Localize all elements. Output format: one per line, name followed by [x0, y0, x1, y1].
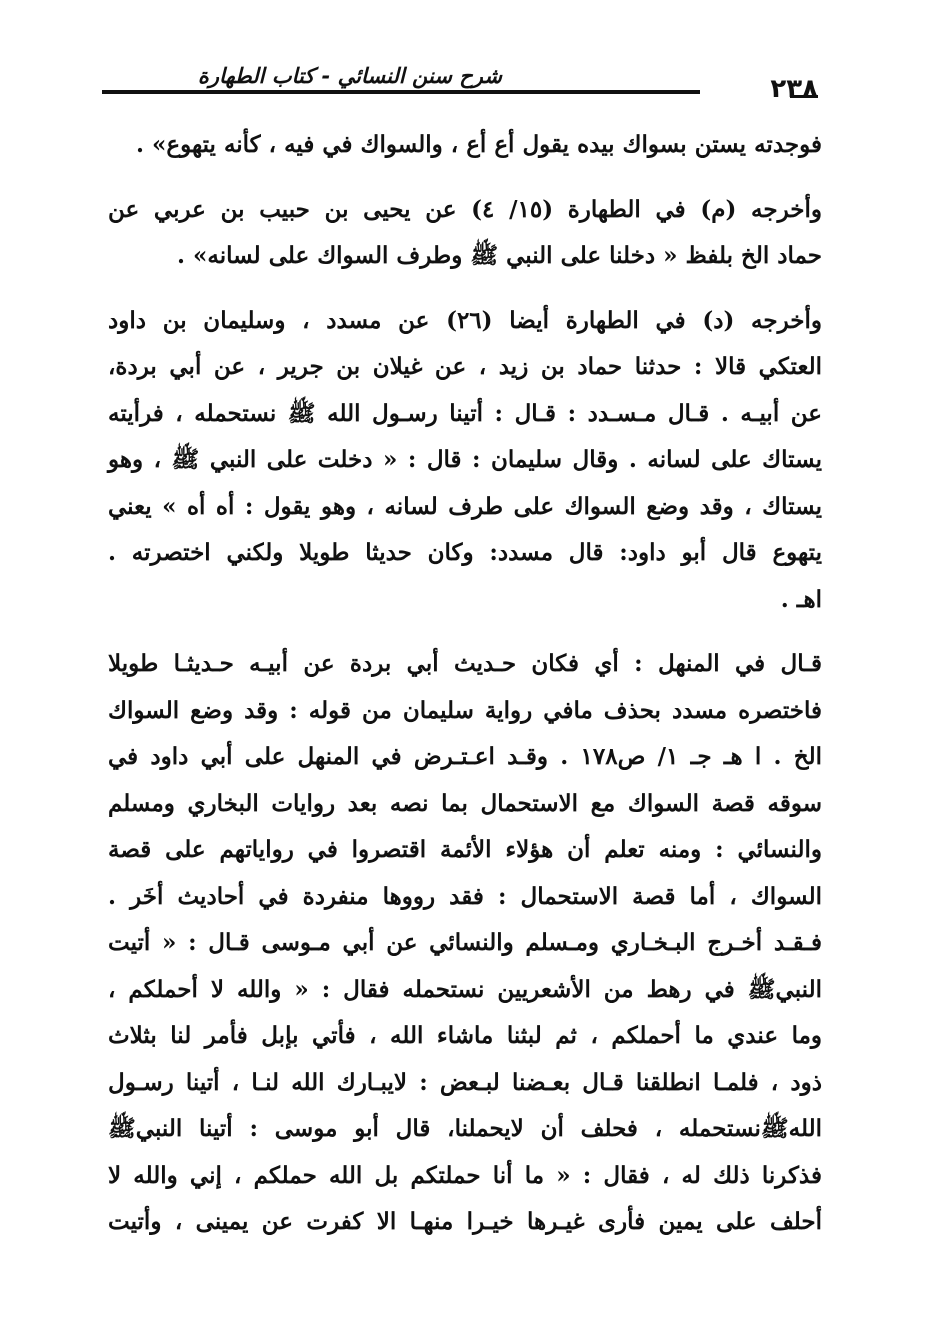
page-header: [100, 58, 822, 108]
text-line: العتكي قالا : حدثنا حماد بن زيد ، عن غيلان بن جرير ، عن أبي بردة،: [108, 353, 822, 380]
paragraph-gap: [108, 623, 822, 641]
text-line: يستاك على لسانه . وقال سليمان : قال : « دخلت على النبي ﷺ ، وهو: [108, 446, 822, 473]
text-line: يستاك ، وقد وضع السواك على طرف لسانه ، وهو يقول : أه أه » يعني: [108, 492, 822, 520]
text-line: الخ . ا هـ جـ ١/ ص١٧٨ . وقـد اعـتـرض في المنهل على أبي داود في: [108, 743, 823, 770]
text-line: وأخرجه (د) في الطهارة أيضا (٢٦) عن مسدد ، وسليمان بن داود: [108, 306, 822, 334]
text-line: فـقـد أخـرج البـخـاري ومـسلم والنسائي عن أبي مـوسى قـال : « أتيت: [108, 929, 822, 956]
text-line: عن أبيـه . قـال مـسـدد : قـال : أتينا رسـول الله ﷺ نستحمله ، فرأيته: [108, 399, 822, 427]
paragraph-gap: [108, 169, 822, 187]
text-line: اهـ .: [780, 585, 822, 613]
text-line: قـال في المنهل : أي فكان حـديث أبي بردة عن أبيـه حـديثـا طويلا: [108, 650, 822, 677]
paragraph-3: [108, 298, 822, 624]
text-line: وما عندي ما أحملكم ، ثم لبثنا ماشاء الله ، فأتي بإبل فأمر لنا بثلاث: [108, 1022, 822, 1049]
text-line: اللهﷺنستحمله ، فحلف أن لايحملنا، قال أبو موسى : أتينا النبيﷺ: [108, 1115, 822, 1142]
text-line: فاختصره مسدد بحذف مافي رواية سليمان من قوله : وقد وضع السواك: [108, 696, 822, 724]
text-line: فذكرنا ذلك له ، فقال : « ما أنا حملتكم بل الله حملكم ، إني والله لا: [108, 1161, 822, 1189]
paragraph-1: [108, 122, 822, 169]
header-rule: [102, 90, 700, 94]
paragraph-4: [108, 641, 822, 1246]
text-line: أحلف على يمين فأرى غيـرها خيـرا منهـا الا كفرت عن يمينى ، وأتيت: [108, 1208, 822, 1235]
text-line: يتهوع قال أبو داود: قال مسدد: وكان حديثا طويلا ولكني اختصرته .: [108, 539, 822, 566]
text-line: النبيﷺ في رهط من الأشعريين نستحمله فقال : « والله لا أحملكم ،: [108, 975, 822, 1003]
running-title: شرح سنن النسائي - كتاب الطهارة: [197, 64, 502, 88]
page-number: ٢٣٨: [770, 74, 818, 104]
text-line: وأخرجه (م) في الطهارة (١٥/ ٤) عن يحيى بن حبيب بن عربي عن: [108, 195, 822, 223]
text-line: سوقه قصة السواك مع الاستحمال بما نصه بعد روايات البخاري ومسلم: [108, 789, 822, 817]
paragraph-2: [108, 187, 822, 280]
body-text: [108, 122, 822, 1246]
text-line: ذود ، فلمـا انطلقنا قـال بعـضنا لبـعض : لايبـارك الله لنـا ، أتينا رسـول: [108, 1068, 822, 1096]
paragraph-gap: [108, 280, 822, 298]
text-line: حماد الخ بلفظ « دخلنا على النبي ﷺ وطرف السواك على لسانه» .: [177, 242, 822, 269]
text-line: والنسائي : ومنه تعلم أن هؤلاء الأئمة اقتصروا في رواياتهم على قصة: [108, 836, 822, 863]
text-line: فوجدته يستن بسواك بيده يقول أع أع ، والسواك في فيه ، كأنه يتهوع» .: [136, 131, 822, 158]
text-line: السواك ، أما قصة الاستحمال : فقد رووها منفردة في أحاديث أخَر .: [108, 882, 822, 910]
